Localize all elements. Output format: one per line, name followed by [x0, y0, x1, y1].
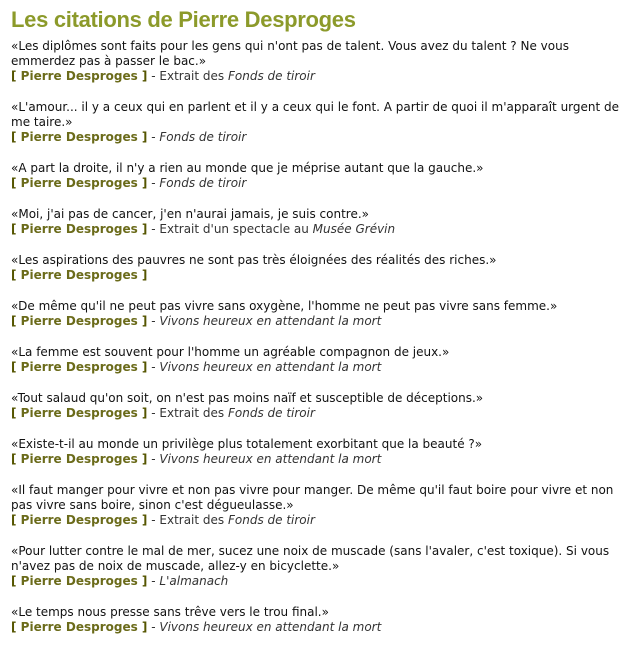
source-prefix: - Extrait des: [147, 69, 228, 83]
quote-item: [11, 161, 634, 191]
quote-text: «Le temps nous presse sans trêve vers le trou final.»: [11, 605, 329, 619]
source-prefix: - Extrait des: [147, 406, 228, 420]
quote-attribution: [11, 222, 634, 237]
source-title: Vivons heureux en attendant la mort: [159, 452, 382, 466]
author-link[interactable]: Pierre Desproges: [20, 176, 138, 190]
quote-attribution: [11, 406, 634, 421]
quote-attribution: [11, 620, 634, 635]
quote-text: «Pour lutter contre le mal de mer, sucez une noix de muscade (sans l'avaler, c'est toxique). Si vous n'avez pas de noix de muscade, allez-y en bicyclette.»: [11, 544, 610, 573]
source-title: Vivons heureux en attendant la mort: [159, 360, 382, 374]
quote-text: «Les aspirations des pauvres ne sont pas très éloignées des réalités des riches.»: [11, 253, 497, 267]
author-link[interactable]: Pierre Desproges: [20, 574, 138, 588]
author-link[interactable]: Pierre Desproges: [20, 314, 138, 328]
source-prefix: - Extrait des: [147, 513, 228, 527]
author-link[interactable]: Pierre Desproges: [20, 69, 138, 83]
quote-item: [11, 345, 634, 375]
author-bracket-open: [: [11, 176, 21, 190]
source-title: Fonds de tiroir: [227, 69, 315, 83]
author-bracket-close: ]: [137, 314, 148, 328]
quote-attribution: [11, 130, 634, 145]
source-title: L'almanach: [159, 574, 229, 588]
author-bracket-open: [: [11, 574, 21, 588]
quote-attribution: [11, 360, 634, 375]
author-bracket-open: [: [11, 360, 21, 374]
author-link[interactable]: Pierre Desproges: [20, 130, 138, 144]
quote-item: [11, 437, 634, 467]
author-bracket-close: ]: [137, 222, 148, 236]
source-prefix: -: [147, 176, 160, 190]
quote-text: «Les diplômes sont faits pour les gens qui n'ont pas de talent. Vous avez du talent ? Ne vous emmerdez pas à passer le bac.»: [11, 39, 569, 68]
quote-attribution: [11, 268, 634, 283]
quote-text: «Tout salaud qu'on soit, on n'est pas moins naïf et susceptible de déceptions.»: [11, 391, 484, 405]
quote-item: [11, 605, 634, 635]
author-bracket-open: [: [11, 268, 21, 282]
author-link[interactable]: Pierre Desproges: [20, 513, 138, 527]
quote-attribution: [11, 69, 634, 84]
author-link[interactable]: Pierre Desproges: [20, 452, 138, 466]
author-bracket-close: ]: [137, 69, 148, 83]
quote-text: «Moi, j'ai pas de cancer, j'en n'aurai jamais, je suis contre.»: [11, 207, 370, 221]
quote-text: «A part la droite, il n'y a rien au monde que je méprise autant que la gauche.»: [11, 161, 484, 175]
source-prefix: -: [147, 620, 160, 634]
source-title: Vivons heureux en attendant la mort: [159, 314, 382, 328]
author-bracket-close: ]: [137, 176, 148, 190]
quote-text: «La femme est souvent pour l'homme un agréable compagnon de jeux.»: [11, 345, 450, 359]
quote-item: [11, 299, 634, 329]
source-prefix: -: [147, 314, 160, 328]
quote-list: [11, 39, 634, 635]
author-bracket-open: [: [11, 222, 21, 236]
author-bracket-open: [: [11, 69, 21, 83]
quote-item: [11, 207, 634, 237]
source-prefix: -: [147, 574, 160, 588]
author-link[interactable]: Pierre Desproges: [20, 360, 138, 374]
source-prefix: -: [147, 360, 160, 374]
quote-text: «Existe-t-il au monde un privilège plus totalement exorbitant que la beauté ?»: [11, 437, 483, 451]
source-prefix: -: [147, 452, 160, 466]
quote-text: «L'amour... il y a ceux qui en parlent et il y a ceux qui le font. A partir de quoi il m'apparaît urgent de me taire.»: [11, 100, 620, 129]
author-bracket-close: ]: [137, 130, 148, 144]
source-title: Musée Grévin: [312, 222, 396, 236]
author-link[interactable]: Pierre Desproges: [20, 406, 138, 420]
page-title: Les citations de Pierre Desproges: [11, 7, 356, 32]
source-title: Fonds de tiroir: [227, 406, 315, 420]
author-link[interactable]: Pierre Desproges: [20, 620, 138, 634]
quote-attribution: [11, 176, 634, 191]
author-link[interactable]: Pierre Desproges: [20, 222, 138, 236]
author-bracket-open: [: [11, 452, 21, 466]
source-title: Fonds de tiroir: [227, 513, 315, 527]
author-link[interactable]: Pierre Desproges: [20, 268, 138, 282]
author-bracket-close: ]: [137, 360, 148, 374]
quote-item: [11, 391, 634, 421]
quote-item: [11, 100, 634, 145]
quote-attribution: [11, 452, 634, 467]
author-bracket-open: [: [11, 513, 21, 527]
quote-item: [11, 483, 634, 528]
quote-text: «De même qu'il ne peut pas vivre sans oxygène, l'homme ne peut pas vivre sans femme.»: [11, 299, 558, 313]
author-bracket-close: ]: [137, 452, 148, 466]
quote-attribution: [11, 314, 634, 329]
source-prefix: -: [147, 130, 160, 144]
author-bracket-close: ]: [137, 406, 148, 420]
source-title: Fonds de tiroir: [159, 176, 247, 190]
author-bracket-open: [: [11, 130, 21, 144]
quote-item: [11, 39, 634, 84]
quote-attribution: [11, 513, 634, 528]
author-bracket-close: ]: [137, 574, 148, 588]
author-bracket-close: ]: [137, 620, 148, 634]
quote-item: [11, 253, 634, 283]
source-prefix: - Extrait d'un spectacle au: [147, 222, 313, 236]
author-bracket-open: [: [11, 406, 21, 420]
author-bracket-open: [: [11, 314, 21, 328]
source-title: Fonds de tiroir: [159, 130, 247, 144]
author-bracket-open: [: [11, 620, 21, 634]
source-title: Vivons heureux en attendant la mort: [159, 620, 382, 634]
author-bracket-close: ]: [137, 513, 148, 527]
author-bracket-close: ]: [137, 268, 148, 282]
quote-attribution: [11, 574, 634, 589]
quote-item: [11, 544, 634, 589]
quote-text: «Il faut manger pour vivre et non pas vivre pour manger. De même qu'il faut boire pour vivre et non pas vivre sans boire, sinon c'est dégueulasse.»: [11, 483, 614, 512]
